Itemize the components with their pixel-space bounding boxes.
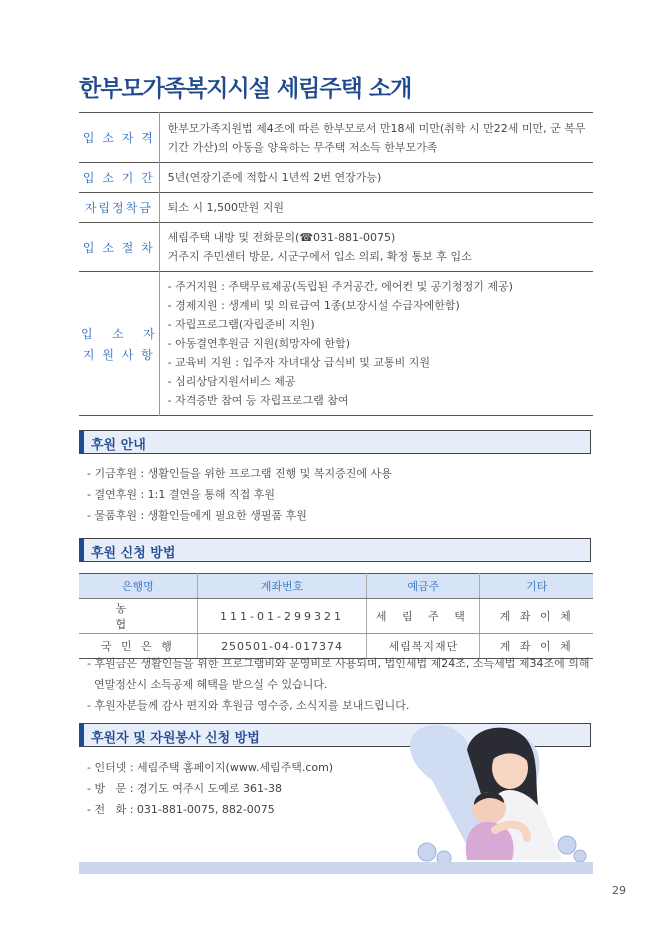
volunteer-contact-list [87, 757, 333, 820]
bank-name-cell: 국 민 은 행 [79, 634, 197, 659]
info-line: 거주지 주민센터 방문, 시군구에서 입소 의뢰, 확정 통보 후 입소 [167, 250, 472, 263]
info-label: 입 소 자 격 [79, 113, 159, 163]
support-item: - 자립프로그램(자립준비 지원) [167, 318, 315, 331]
support-item: - 경제지원 : 생계비 및 의료급여 1종(보장시설 수급자에한함) [167, 299, 460, 312]
info-value: 퇴소 시 1,500만원 지원 [167, 201, 285, 214]
list-item: - 인터넷 : 세림주택 홈페이지(www.세림주택.com) [87, 761, 334, 774]
info-value [159, 113, 593, 163]
info-row-procedure [79, 223, 593, 272]
account-number-cell: 250501-04-017374 [197, 634, 367, 659]
list-item: - 기금후원 : 생활인들을 위한 프로그램 진행 및 복지증진에 사용 [87, 467, 392, 480]
column-header: 계좌번호 [197, 574, 367, 599]
section-heading-text: 후원자 및 자원봉사 신청 방법 [91, 731, 260, 746]
list-item: - 전 화 : 031-881-0075, 882-0075 [87, 803, 275, 816]
info-row-period [79, 163, 593, 193]
info-line: 세림주택 내방 및 전화문의(☎031-881-0075) [167, 231, 396, 244]
note-cell: 계 좌 이 체 [480, 634, 593, 659]
list-item: - 결연후원 : 1:1 결연을 통해 직접 후원 [87, 488, 275, 501]
support-item: - 주거지원 : 주택무료제공(독립된 주거공간, 에어컨 및 공기청정기 제공) [167, 280, 513, 293]
info-label: 입 소 기 간 [79, 163, 159, 193]
info-row-eligibility [79, 113, 593, 163]
support-guide-list [87, 463, 392, 526]
footer-bar [79, 862, 593, 874]
account-holder-cell: 세 림 주 택 [367, 599, 480, 634]
section-heading-text: 후원 안내 [91, 438, 146, 453]
support-notes [87, 653, 597, 716]
table-row [79, 599, 593, 634]
table-header-row [79, 574, 593, 599]
bank-name-cell: 농 협 [79, 599, 197, 634]
info-label: 입 소 절 차 [79, 223, 159, 272]
column-header: 예금주 [367, 574, 480, 599]
note-line: - 후원자분들께 감사 편지와 후원금 영수증, 소식지를 보내드립니다. [87, 699, 410, 712]
info-value [159, 223, 593, 272]
support-item: - 자격증반 참여 등 자립프로그램 참여 [167, 394, 349, 407]
info-label [79, 272, 159, 416]
info-row-settlement [79, 193, 593, 223]
support-item: - 아동결연후원금 지원(희망자에 한함) [167, 337, 351, 350]
bank-account-table [79, 573, 593, 659]
section-heading-text: 후원 신청 방법 [91, 546, 176, 561]
support-guide-heading [79, 430, 591, 454]
info-label-line: 입 소 자 [81, 326, 157, 341]
account-holder-cell: 세림복지재단 [367, 634, 480, 659]
note-line: 연말정산시 소득공제 혜택을 받으실 수 있습니다. [87, 678, 328, 691]
page-title: 한부모가족복지시설 세림주택 소개 [79, 76, 412, 102]
support-item: - 교육비 지원 : 입주자 자녀대상 급식비 및 교통비 지원 [167, 356, 430, 369]
page-number: 29 [612, 884, 626, 897]
list-item: - 방 문 : 경기도 여주시 도예로 361-38 [87, 782, 282, 795]
list-item: - 물품후원 : 생활인들에게 필요한 생필품 후원 [87, 509, 307, 522]
support-item: - 심리상담지원서비스 제공 [167, 375, 296, 388]
support-apply-heading [79, 538, 591, 562]
info-row-support [79, 272, 593, 416]
info-label: 자립정착금 [79, 193, 159, 223]
mother-holding-baby-illustration [392, 720, 592, 865]
note-line: - 후원금은 생활인들을 위한 프로그램비와 운영비로 사용되며, 법인세법 제24조, 소득세법 제34조에 의해 [87, 657, 590, 670]
column-header: 기타 [480, 574, 593, 599]
facility-info-table [79, 112, 593, 416]
info-line: 한부모가족지원법 제4조에 따른 한부모로서 만18세 미만(취학 시 만22세 미만, 군 복무 [167, 121, 586, 135]
info-value: 5년(연장기준에 적합시 1년씩 2번 연장가능) [167, 171, 382, 184]
column-header: 은행명 [79, 574, 197, 599]
info-line: 기간 가산)의 아동을 양육하는 무주택 저소득 한부모가족 [167, 140, 438, 154]
info-value [159, 272, 593, 416]
info-label-line: 지 원 사 항 [82, 347, 155, 362]
account-number-cell: 111-01-299321 [197, 599, 367, 634]
note-cell: 계 좌 이 체 [480, 599, 593, 634]
